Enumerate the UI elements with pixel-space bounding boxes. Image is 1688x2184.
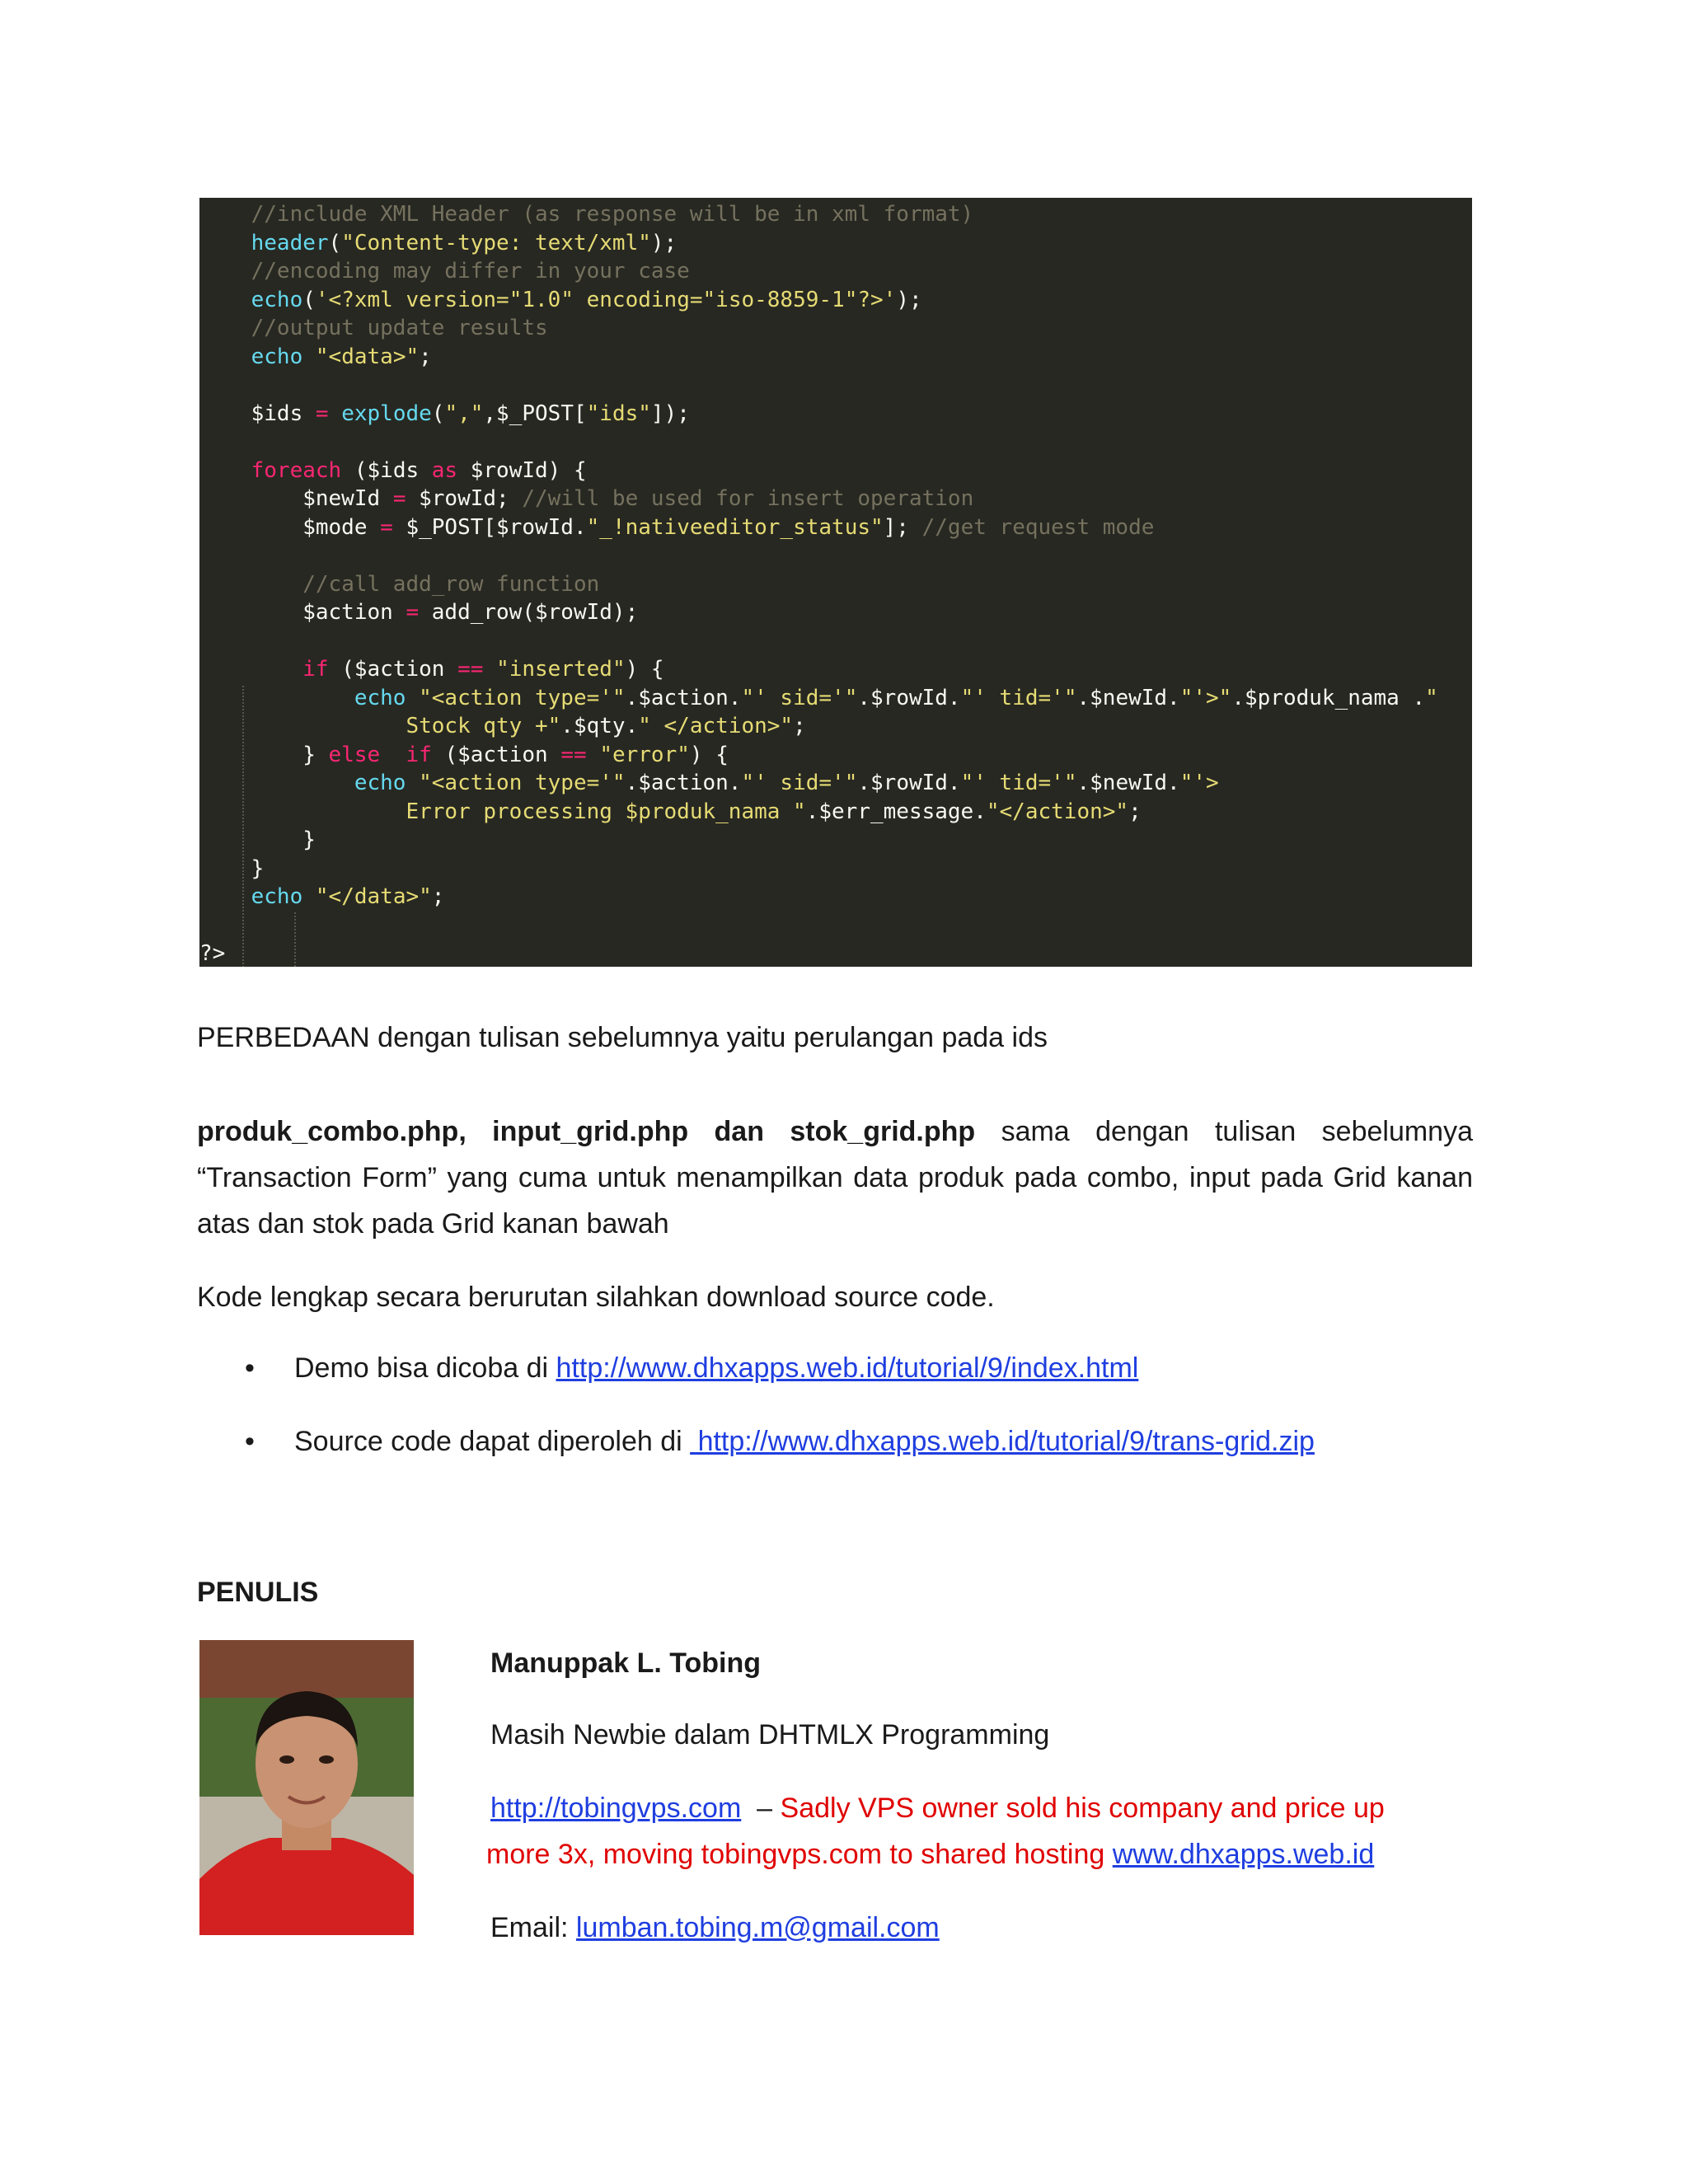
- code-token: [199, 202, 251, 227]
- code-token: "<data>": [315, 344, 420, 369]
- dash: –: [741, 1793, 781, 1824]
- code-token: $rowId) {: [457, 457, 587, 483]
- tobingvps-link[interactable]: http://tobingvps.com: [490, 1793, 742, 1824]
- indent-guide: [242, 686, 244, 967]
- code-token: ": [1425, 685, 1438, 710]
- code-token: [199, 572, 302, 597]
- email-label: Email:: [490, 1912, 576, 1943]
- code-token: "ids": [586, 401, 651, 426]
- code-token: [199, 316, 251, 340]
- code-line: [199, 200, 1472, 229]
- code-token: echo: [251, 884, 316, 909]
- code-token: if: [406, 742, 432, 767]
- code-token: ];: [883, 514, 922, 540]
- bullet-item-source: [294, 1418, 1448, 1465]
- code-token: }: [199, 827, 316, 852]
- bullet-source-text: Source code dapat diperoleh di: [294, 1426, 691, 1457]
- code-token: ($action: [431, 742, 561, 767]
- hosting-note-line2: more 3x, moving tobingvps.com to shared hosting: [486, 1839, 1113, 1870]
- code-token: "' sid='": [741, 771, 858, 795]
- author-email-line: [490, 1905, 1479, 1951]
- code-token: [483, 657, 496, 682]
- code-token: [329, 401, 342, 426]
- code-token: [199, 657, 302, 682]
- code-token: $_POST[$rowId.: [392, 514, 587, 540]
- code-token: =: [315, 401, 329, 426]
- code-token: ) {: [625, 657, 664, 682]
- code-token: ",": [444, 401, 484, 426]
- code-line: [199, 741, 1472, 770]
- code-line: [199, 940, 1472, 967]
- code-token: .$action.: [625, 771, 742, 795]
- code-line: [199, 314, 1472, 343]
- code-line: [199, 343, 1472, 372]
- code-token: .$newId.: [1076, 685, 1180, 710]
- code-token: echo: [354, 685, 420, 710]
- code-token: echo: [354, 771, 420, 795]
- code-token: "'>: [1179, 771, 1219, 795]
- code-token: =: [392, 486, 406, 511]
- code-line: [199, 457, 1472, 485]
- code-token: [199, 799, 406, 824]
- code-token: else: [328, 742, 381, 767]
- indent-guide: [294, 912, 296, 967]
- code-token: echo: [251, 287, 303, 312]
- hosting-note-line1: Sadly VPS owner sold his company and price up: [780, 1793, 1385, 1824]
- code-token: ==: [560, 742, 587, 767]
- code-token: .$rowId.: [857, 685, 961, 710]
- code-token: "<action type='": [419, 771, 626, 795]
- code-token: //encoding may differ in your case: [251, 259, 690, 284]
- code-token: }: [199, 742, 329, 767]
- code-line: [199, 912, 1472, 940]
- author-tagline: Masih Newbie dalam DHTMLX Programming: [490, 1719, 1050, 1750]
- code-token: "Content-type: text/xml": [341, 230, 651, 255]
- code-token: foreach: [251, 457, 342, 483]
- code-line: [199, 684, 1472, 713]
- code-token: '<?xml version="1.0" encoding="iso-8859-1"?>': [315, 287, 897, 312]
- code-line: [199, 428, 1472, 457]
- author-site-line: [490, 1785, 1479, 1831]
- code-token: .$rowId.: [857, 771, 961, 795]
- code-token: "'>": [1179, 685, 1232, 710]
- code-line: [199, 769, 1472, 798]
- code-token: [587, 743, 600, 767]
- code-token: [199, 771, 354, 795]
- code-line: [199, 826, 1472, 855]
- code-token: $action: [199, 600, 406, 625]
- code-token: ;: [1128, 799, 1142, 824]
- code-line: [199, 229, 1472, 258]
- code-token: as: [431, 457, 458, 483]
- code-token: if: [302, 657, 329, 682]
- code-token: "</data>": [315, 884, 432, 909]
- code-line: [199, 598, 1472, 627]
- code-token: echo: [251, 344, 316, 369]
- code-token: "' tid='": [960, 685, 1077, 710]
- bullet-icon: •: [245, 1352, 255, 1384]
- code-line: [199, 286, 1472, 315]
- dhxapps-link[interactable]: www.dhxapps.web.id: [1112, 1839, 1375, 1870]
- paragraph-download: Kode lengkap secara berurutan silahkan download source code.: [197, 1282, 995, 1313]
- code-token: //output update results: [251, 316, 548, 340]
- code-line: [199, 712, 1472, 741]
- code-token: //get request mode: [921, 514, 1155, 540]
- email-link[interactable]: lumban.tobing.m@gmail.com: [575, 1912, 940, 1943]
- code-token: ;: [793, 714, 806, 738]
- code-token: [199, 458, 251, 483]
- demo-link[interactable]: http://www.dhxapps.web.id/tutorial/9/index.html: [556, 1352, 1139, 1384]
- code-line: [199, 570, 1472, 599]
- code-token: [199, 686, 354, 710]
- code-line: [199, 513, 1472, 542]
- code-token: //include XML Header (as response will be in xml format): [251, 202, 974, 227]
- code-line: [199, 400, 1472, 429]
- code-token: }: [199, 855, 265, 881]
- code-token: "error": [599, 742, 690, 767]
- code-token: //will be used for insert operation: [522, 486, 974, 511]
- code-token: [199, 231, 251, 255]
- code-token: ,$_POST[: [483, 401, 587, 426]
- code-token: "<action type='": [419, 685, 626, 710]
- file-names: produk_combo.php, input_grid.php dan stok_grid.php: [197, 1116, 976, 1147]
- source-code-link[interactable]: http://www.dhxapps.web.id/tutorial/9/trans-grid.zip: [690, 1426, 1315, 1457]
- code-token: =: [406, 600, 420, 625]
- code-lines: [199, 200, 1472, 967]
- code-token: "inserted": [496, 657, 626, 682]
- code-token: .$err_message.: [805, 799, 987, 824]
- files-description: sama dengan tulisan sebelumnya “Transaction Form” yang cuma untuk menampilkan data produk pada combo, input pada Grid kanan atas dan stok pada Grid kanan bawah: [197, 1116, 1473, 1240]
- code-token: .$produk_nama .: [1231, 685, 1426, 710]
- code-token: (: [328, 230, 342, 255]
- author-portrait: [199, 1640, 414, 1935]
- code-token: "' tid='": [960, 771, 1077, 795]
- code-line: [199, 855, 1472, 883]
- code-token: "</action>": [986, 799, 1129, 824]
- code-line: [199, 798, 1472, 827]
- penulis-heading-text: PENULIS: [197, 1577, 319, 1608]
- code-token: explode: [341, 401, 432, 426]
- code-token: [199, 714, 406, 738]
- code-token: ]);: [650, 401, 690, 426]
- code-token: [380, 743, 406, 767]
- code-token: (: [431, 401, 445, 426]
- code-token: $ids: [199, 401, 316, 426]
- code-line: [199, 883, 1472, 912]
- author-hosting-line: [486, 1831, 1475, 1877]
- code-line: [199, 257, 1472, 286]
- code-token: "_!nativeeditor_status": [586, 514, 884, 540]
- code-token: Error processing $produk_nama ": [406, 799, 806, 824]
- code-line: [199, 627, 1472, 656]
- bullet-item-demo: [294, 1345, 1448, 1391]
- code-block: [199, 198, 1472, 967]
- code-token: ?>: [199, 941, 226, 966]
- code-token: =: [380, 514, 393, 540]
- code-token: .$newId.: [1076, 771, 1180, 795]
- author-photo: [199, 1640, 414, 1935]
- code-token: .$action.: [625, 685, 742, 710]
- code-token: [199, 259, 251, 284]
- code-token: header: [251, 230, 329, 255]
- code-token: ;: [431, 884, 445, 909]
- code-token: [199, 344, 251, 369]
- code-token: );: [896, 287, 922, 312]
- code-token: );: [650, 230, 678, 255]
- penulis-heading: [197, 1569, 1473, 1615]
- code-token: [199, 288, 251, 312]
- code-token: (: [302, 287, 316, 312]
- code-token: ==: [457, 657, 484, 682]
- code-line: [199, 485, 1472, 513]
- paragraph-files: [197, 1108, 1473, 1247]
- code-token: $rowId;: [406, 486, 523, 511]
- code-line: [199, 541, 1472, 570]
- bullet-demo-text: Demo bisa dicoba di: [294, 1352, 556, 1384]
- author-name-text: Manuppak L. Tobing: [490, 1647, 761, 1679]
- code-token: $mode: [199, 514, 381, 540]
- paragraph-differences: PERBEDAAN dengan tulisan sebelumnya yaitu perulangan pada ids: [197, 1022, 1048, 1053]
- code-token: .$qty.: [560, 714, 639, 738]
- code-token: //call add_row function: [302, 571, 600, 597]
- code-token: Stock qty +": [406, 714, 561, 738]
- bullet-icon: •: [245, 1426, 255, 1457]
- code-token: " </action>": [638, 714, 794, 738]
- code-line: [199, 371, 1472, 400]
- code-token: ;: [419, 344, 432, 369]
- code-line: [199, 655, 1472, 684]
- code-token: ($ids: [341, 457, 432, 483]
- code-token: add_row($rowId);: [419, 600, 639, 625]
- code-token: "' sid='": [741, 685, 858, 710]
- code-token: $newId: [199, 486, 393, 511]
- code-token: ) {: [689, 742, 729, 767]
- author-name: [490, 1640, 1479, 1686]
- code-token: ($action: [328, 657, 458, 682]
